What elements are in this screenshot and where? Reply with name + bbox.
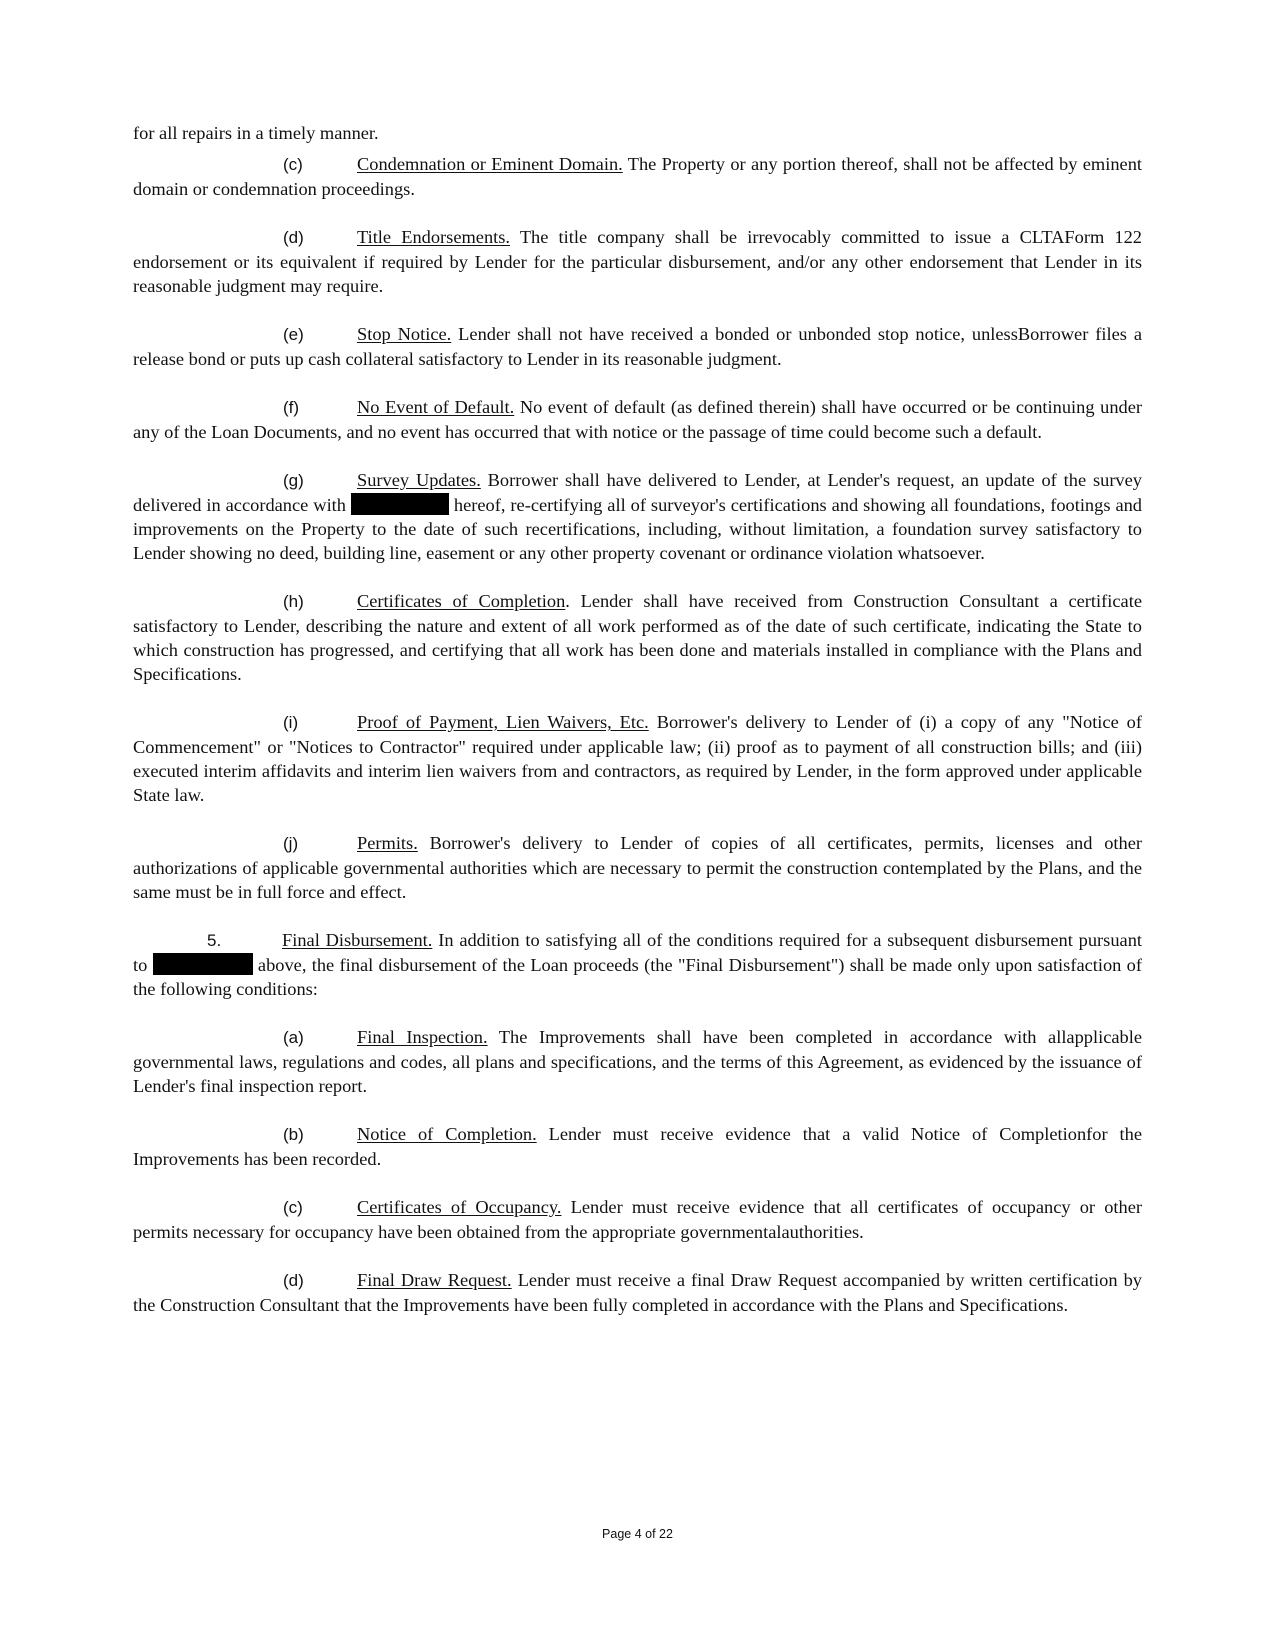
paragraph-text: The title company shall be irrevocably committed to issue a CLTAForm 122 endorsement or its equivalent if required by Lender for the particular disbursement, and/or any other endorsement that Lender in its reasonable judgment may require. <box>133 227 1143 296</box>
paragraph-heading: Condemnation or Eminent Domain. <box>357 154 623 174</box>
page-number: Page 4 of 22 <box>602 1527 673 1541</box>
paragraph-label: (e) <box>283 325 304 344</box>
paragraph-label: (d) <box>283 228 304 247</box>
paragraph-heading: Final Inspection. <box>357 1027 488 1047</box>
paragraph-text: Borrower shall have delivered to Lender, at Lender's request, an update of the survey delivered in accordance with <box>133 470 1142 515</box>
paragraph-text: Lender shall not have received a bonded or unbonded stop notice, unlessBorrower files a release bond or puts up cash collateral satisfactory to Lender in its reasonable judgment. <box>133 324 1142 369</box>
paragraph-heading: Stop Notice. <box>357 324 452 344</box>
paragraph-c-certificates-of-occupancy <box>133 1195 1142 1244</box>
paragraph-c-condemnation <box>133 152 1142 201</box>
paragraph-label: (j) <box>283 834 299 853</box>
paragraph-f-no-event-of-default <box>133 395 1142 444</box>
paragraph-h-certificates-of-completion <box>133 589 1142 686</box>
paragraph-text: Lender must receive evidence that all certificates of occupancy or other permits necessary for occupancy have been obtained from the appropriate governmentalauthorities. <box>133 1197 1142 1242</box>
redaction-block <box>351 493 449 515</box>
paragraph-label: (f) <box>283 398 300 417</box>
paragraph-e-stop-notice <box>133 322 1142 371</box>
paragraph-text: No event of default (as defined therein) shall have occurred or be continuing under any of the Loan Documents, and no event has occurred that with notice or the passage of time could become such a default. <box>133 397 1143 442</box>
paragraph-a-final-inspection <box>133 1025 1142 1098</box>
section-5-final-disbursement <box>133 928 1142 1001</box>
section-label: 5. <box>207 931 222 950</box>
paragraph-heading: No Event of Default. <box>357 397 515 417</box>
paragraph-d-final-draw-request <box>133 1268 1142 1317</box>
paragraph-g-survey-updates <box>133 468 1142 565</box>
paragraph-label: (c) <box>283 155 303 174</box>
paragraph-heading: Survey Updates. <box>357 470 481 490</box>
paragraph-heading: Certificates of Occupancy. <box>357 1197 562 1217</box>
paragraph-label: (c) <box>283 1198 303 1217</box>
paragraph-label: (d) <box>283 1271 304 1290</box>
paragraph-b-notice-of-completion <box>133 1122 1142 1171</box>
paragraph-heading: Proof of Payment, Lien Waivers, Etc. <box>357 712 649 732</box>
paragraph-text: The Improvements shall have been completed in accordance with allapplicable governmental laws, regulations and codes, all plans and specifications, and the terms of this Agreement, as evidenced by the issuance of Lender's final inspection report. <box>133 1027 1143 1096</box>
paragraph-text: hereof, re-certifying all of surveyor's certifications and showing all foundations, footings and improvements on the Property to the date of such recertifications, including, without limitation, a foundation survey satisfactory to Lender showing no deed, building line, easement or any other property covenant or ordinance violation whatsoever. <box>133 495 1142 563</box>
paragraph-text: Lender must receive a final Draw Request accompanied by written certification by the Construction Consultant that the Improvements have been fully completed in accordance with the Plans and Specifications. <box>133 1270 1142 1315</box>
paragraph-label: (g) <box>283 471 304 490</box>
paragraph-heading: Notice of Completion. <box>357 1124 537 1144</box>
paragraph-text: The Property or any portion thereof, shall not be affected by eminent domain or condemnation proceedings. <box>133 154 1143 199</box>
paragraph-i-proof-of-payment <box>133 710 1142 807</box>
paragraph-text: Borrower's delivery to Lender of copies of all certificates, permits, licenses and other authorizations of applicable governmental authorities which are necessary to permit the construction contemplated by the Plans, and the same must be in full force and effect. <box>133 833 1142 902</box>
section-text: In addition to satisfying all of the conditions required for a subsequent disbursement pursuant to <box>133 930 1142 975</box>
redaction-block <box>153 953 253 975</box>
paragraph-d-title-endorsements <box>133 225 1142 298</box>
paragraph-label: (a) <box>283 1028 304 1047</box>
paragraph-heading: Final Draw Request. <box>357 1270 512 1290</box>
paragraph-heading: Title Endorsements. <box>357 227 511 247</box>
paragraph-label: (i) <box>283 713 299 732</box>
paragraph-heading: Permits. <box>357 833 418 853</box>
section-text: above, the final disbursement of the Loan proceeds (the "Final Disbursement") shall be made only upon satisfaction of the following conditions: <box>133 955 1143 999</box>
continuation-text: for all repairs in a timely manner. <box>133 123 379 143</box>
paragraph-text: . Lender shall have received from Construction Consultant a certificate satisfactory to Lender, describing the nature and extent of all work performed as of the date of such certificate, indicating the State to which construction has progressed, and certifying that all work has been done and materials installed in compliance with the Plans and Specifications. <box>133 591 1142 684</box>
section-heading: Final Disbursement. <box>282 930 433 950</box>
paragraph-label: (b) <box>283 1125 304 1144</box>
document-body <box>133 121 1142 1317</box>
paragraph-j-permits <box>133 831 1142 904</box>
paragraph-label: (h) <box>283 592 304 611</box>
paragraph-text: Borrower's delivery to Lender of (i) a copy of any "Notice of Commencement" or "Notices to Contractor" required under applicable law; (ii) proof as to payment of all construction bills; and (iii) executed interim affidavits and interim lien waivers from and contractors, as required by Lender, in the form approved under applicable State law. <box>133 712 1142 805</box>
paragraph-text: Lender must receive evidence that a valid Notice of Completionfor the Improvements has been recorded. <box>133 1124 1142 1169</box>
paragraph-heading: Certificates of Completion <box>357 591 566 611</box>
